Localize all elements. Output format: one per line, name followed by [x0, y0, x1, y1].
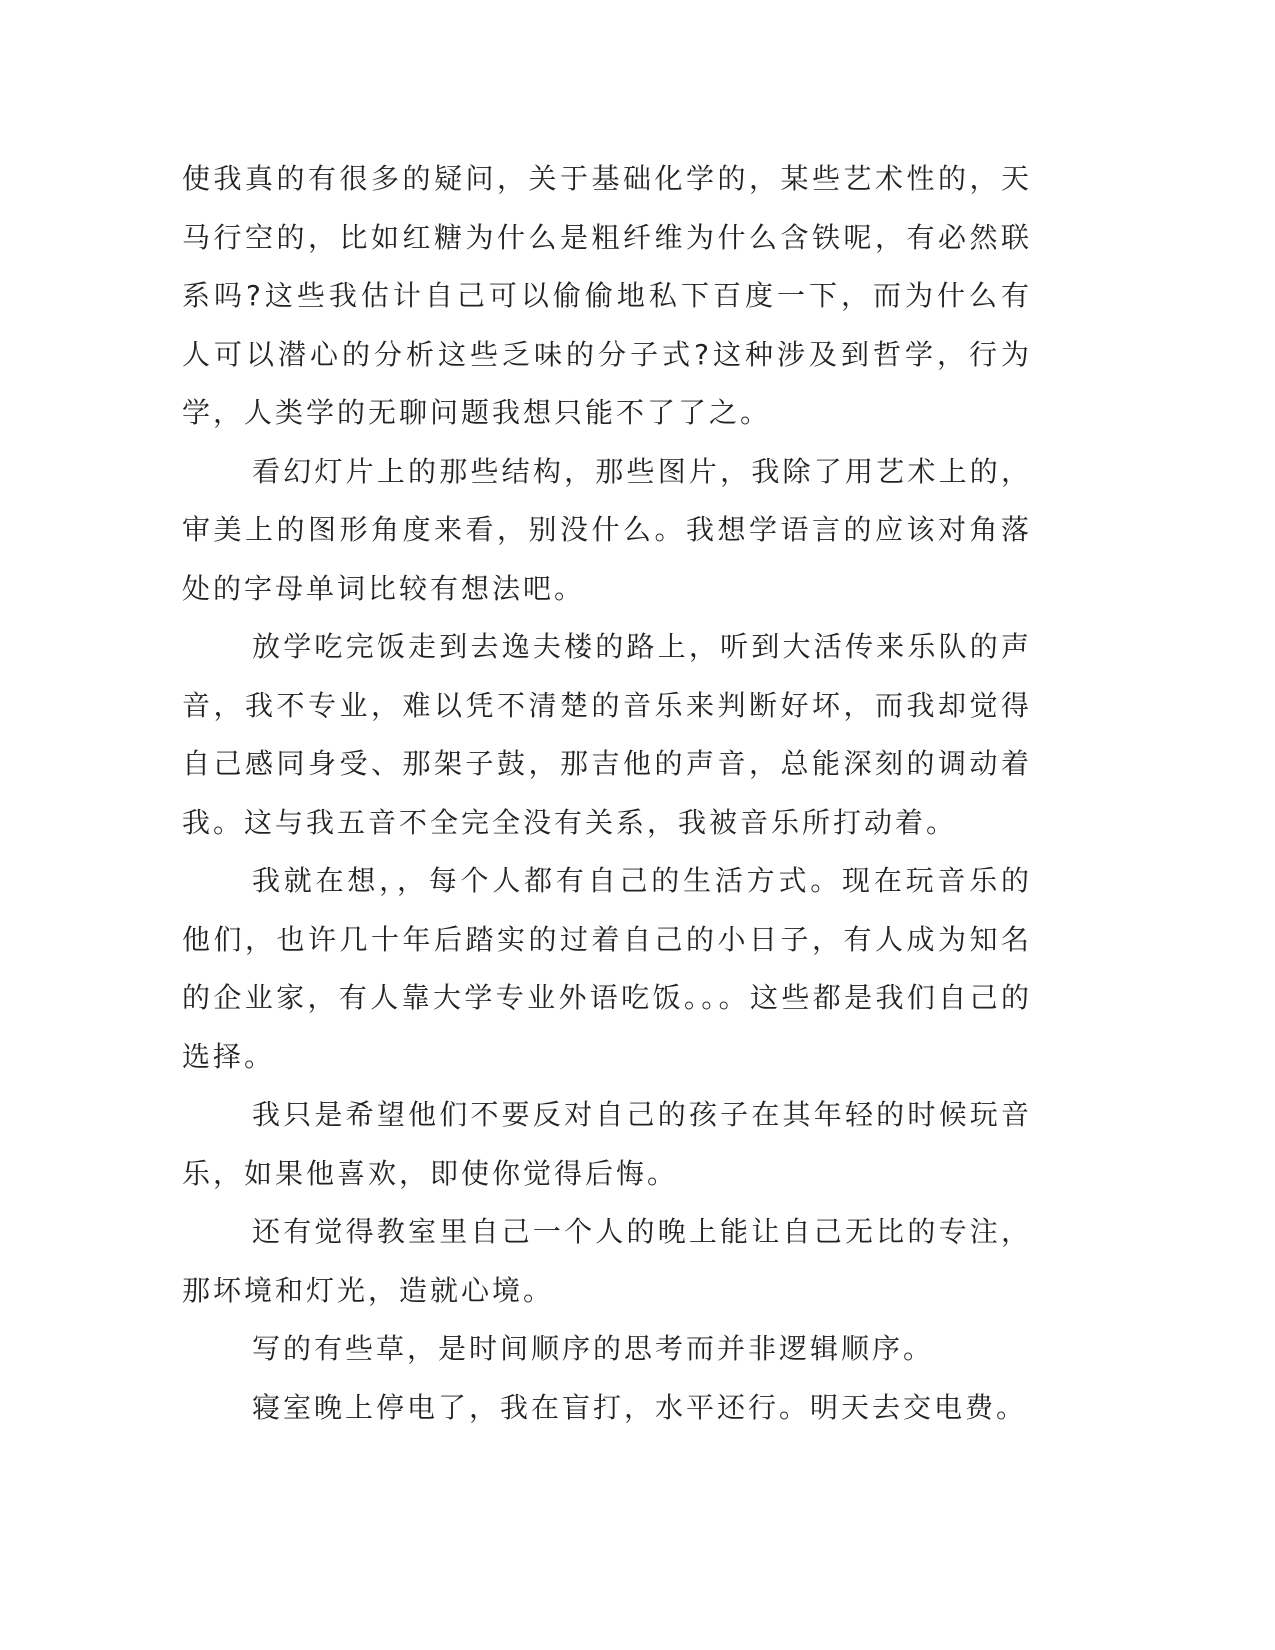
paragraph-2: 看幻灯片上的那些结构，那些图片，我除了用艺术上的，审美上的图形角度来看，别没什么。我想学语言的应该对角落处的字母单词比较有想法吧。	[182, 454, 1032, 605]
paragraph-5: 我只是希望他们不要反对自己的孩子在其年轻的时候玩音乐，如果他喜欢，即使你觉得后悔。	[182, 1098, 1032, 1190]
paragraph-1: 使我真的有很多的疑问，关于基础化学的，某些艺术性的，天马行空的，比如红糖为什么是粗纤维为什么含铁呢，有必然联系吗?这些我估计自己可以偷偷地私下百度一下，而为什么有人可以潜心的分析这些乏味的分子式?这种涉及到哲学，行为学，人类学的无聊问题我想只能不了了之。	[182, 162, 1032, 429]
document-body	[182, 150, 1032, 1437]
paragraph-7: 写的有些草，是时间顺序的思考而并非逻辑顺序。	[252, 1332, 935, 1365]
paragraph-3: 放学吃完饭走到去逸夫楼的路上，听到大活传来乐队的声音，我不专业，难以凭不清楚的音乐来判断好坏，而我却觉得自己感同身受、那架子鼓，那吉他的声音，总能深刻的调动着我。这与我五音不全完全没有关系，我被音乐所打动着。	[182, 630, 1032, 839]
paragraph-8: 寝室晚上停电了，我在盲打，水平还行。明天去交电费。	[252, 1390, 1028, 1424]
paragraph-4: 我就在想，，每个人都有自己的生活方式。现在玩音乐的他们，也许几十年后踏实的过着自己的小日子，有人成为知名的企业家，有人靠大学专业外语吃饭。。。这些都是我们自己的选择。	[182, 864, 1032, 1073]
paragraph-6: 还有觉得教室里自己一个人的晚上能让自己无比的专注，那坏境和灯光，造就心境。	[182, 1215, 1032, 1307]
